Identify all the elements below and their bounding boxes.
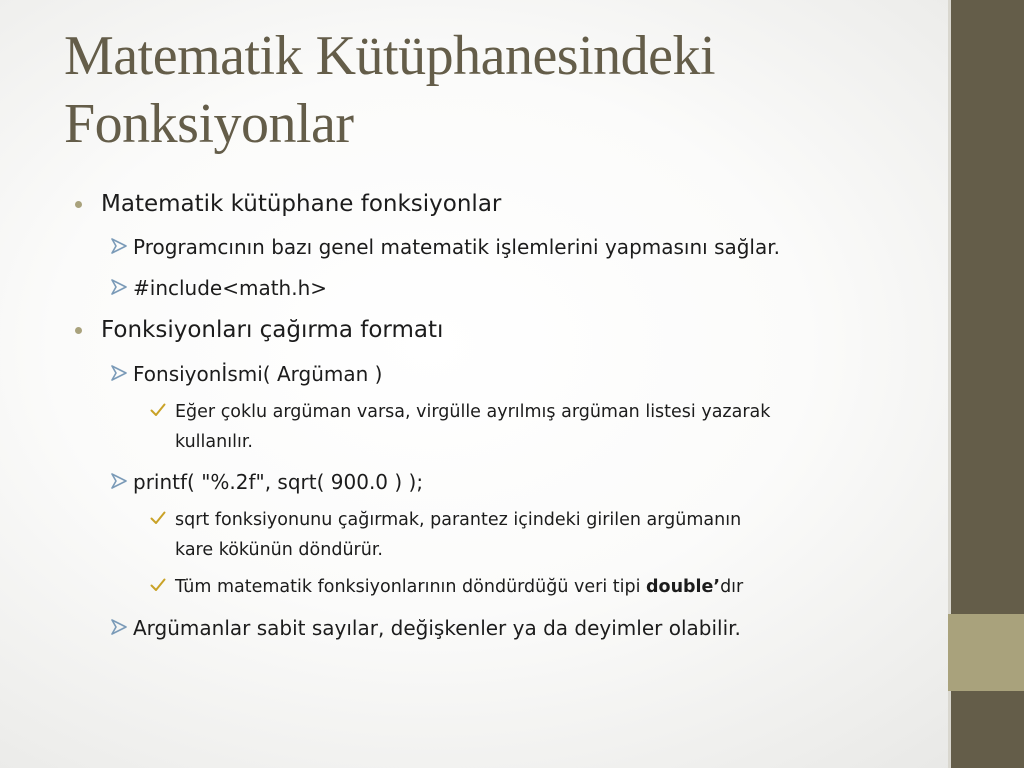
detail-double-text: Tüm matematik fonksiyonlarının döndürdüğü veri tipi [175, 577, 647, 597]
double-keyword: double’ [646, 577, 721, 597]
checkmark-bullet-icon [150, 511, 166, 525]
detail-sqrt-2: kare kökünün döndürür. [175, 540, 383, 560]
arrowhead-bullet-icon [111, 619, 127, 635]
detail-sqrt-1: sqrt fonksiyonunu çağırmak, parantez içindeki girilen argümanın [175, 510, 742, 530]
arrowhead-bullet-icon [111, 473, 127, 489]
subbullet-include: #include<math.h> [133, 276, 328, 300]
subbullet-fonsiyon-ismi: Fonsiyonİsmi( Argüman ) [133, 362, 383, 386]
detail-coklu-arguman-1: Eğer çoklu argüman varsa, virgülle ayrılmış argüman listesi yazarak [175, 402, 771, 422]
checkmark-bullet-icon [150, 578, 166, 592]
arrowhead-bullet-icon [111, 238, 127, 254]
subbullet-printf: printf( "%.2f", sqrt( 900.0 ) ); [133, 470, 424, 494]
checkmark-bullet-icon [150, 403, 166, 417]
bullet-matematik-kutuphane: Matematik kütüphane fonksiyonlar [101, 191, 502, 217]
slide-title-line-1: Matematik Kütüphanesindeki [64, 25, 716, 87]
bullet-cagirma-formati: Fonksiyonları çağırma formatı [101, 317, 444, 343]
subbullet-programci: Programcının bazı genel matematik işlemlerini yapmasını sağlar. [133, 235, 780, 259]
slide-title-line-2: Fonksiyonlar [64, 93, 354, 155]
right-decorative-bar [948, 0, 1024, 768]
subbullet-argumanlar: Argümanlar sabit sayılar, değişkenler ya da deyimler olabilir. [133, 616, 741, 640]
dot-bullet-icon [75, 201, 82, 208]
dot-bullet-icon [75, 327, 82, 334]
detail-double-suffix: dır [720, 577, 744, 597]
detail-double [175, 572, 743, 602]
arrowhead-bullet-icon [111, 365, 127, 381]
arrowhead-bullet-icon [111, 279, 127, 295]
detail-coklu-arguman-2: kullanılır. [175, 432, 253, 452]
right-bar-accent [948, 614, 1024, 691]
slide-title [64, 22, 934, 158]
